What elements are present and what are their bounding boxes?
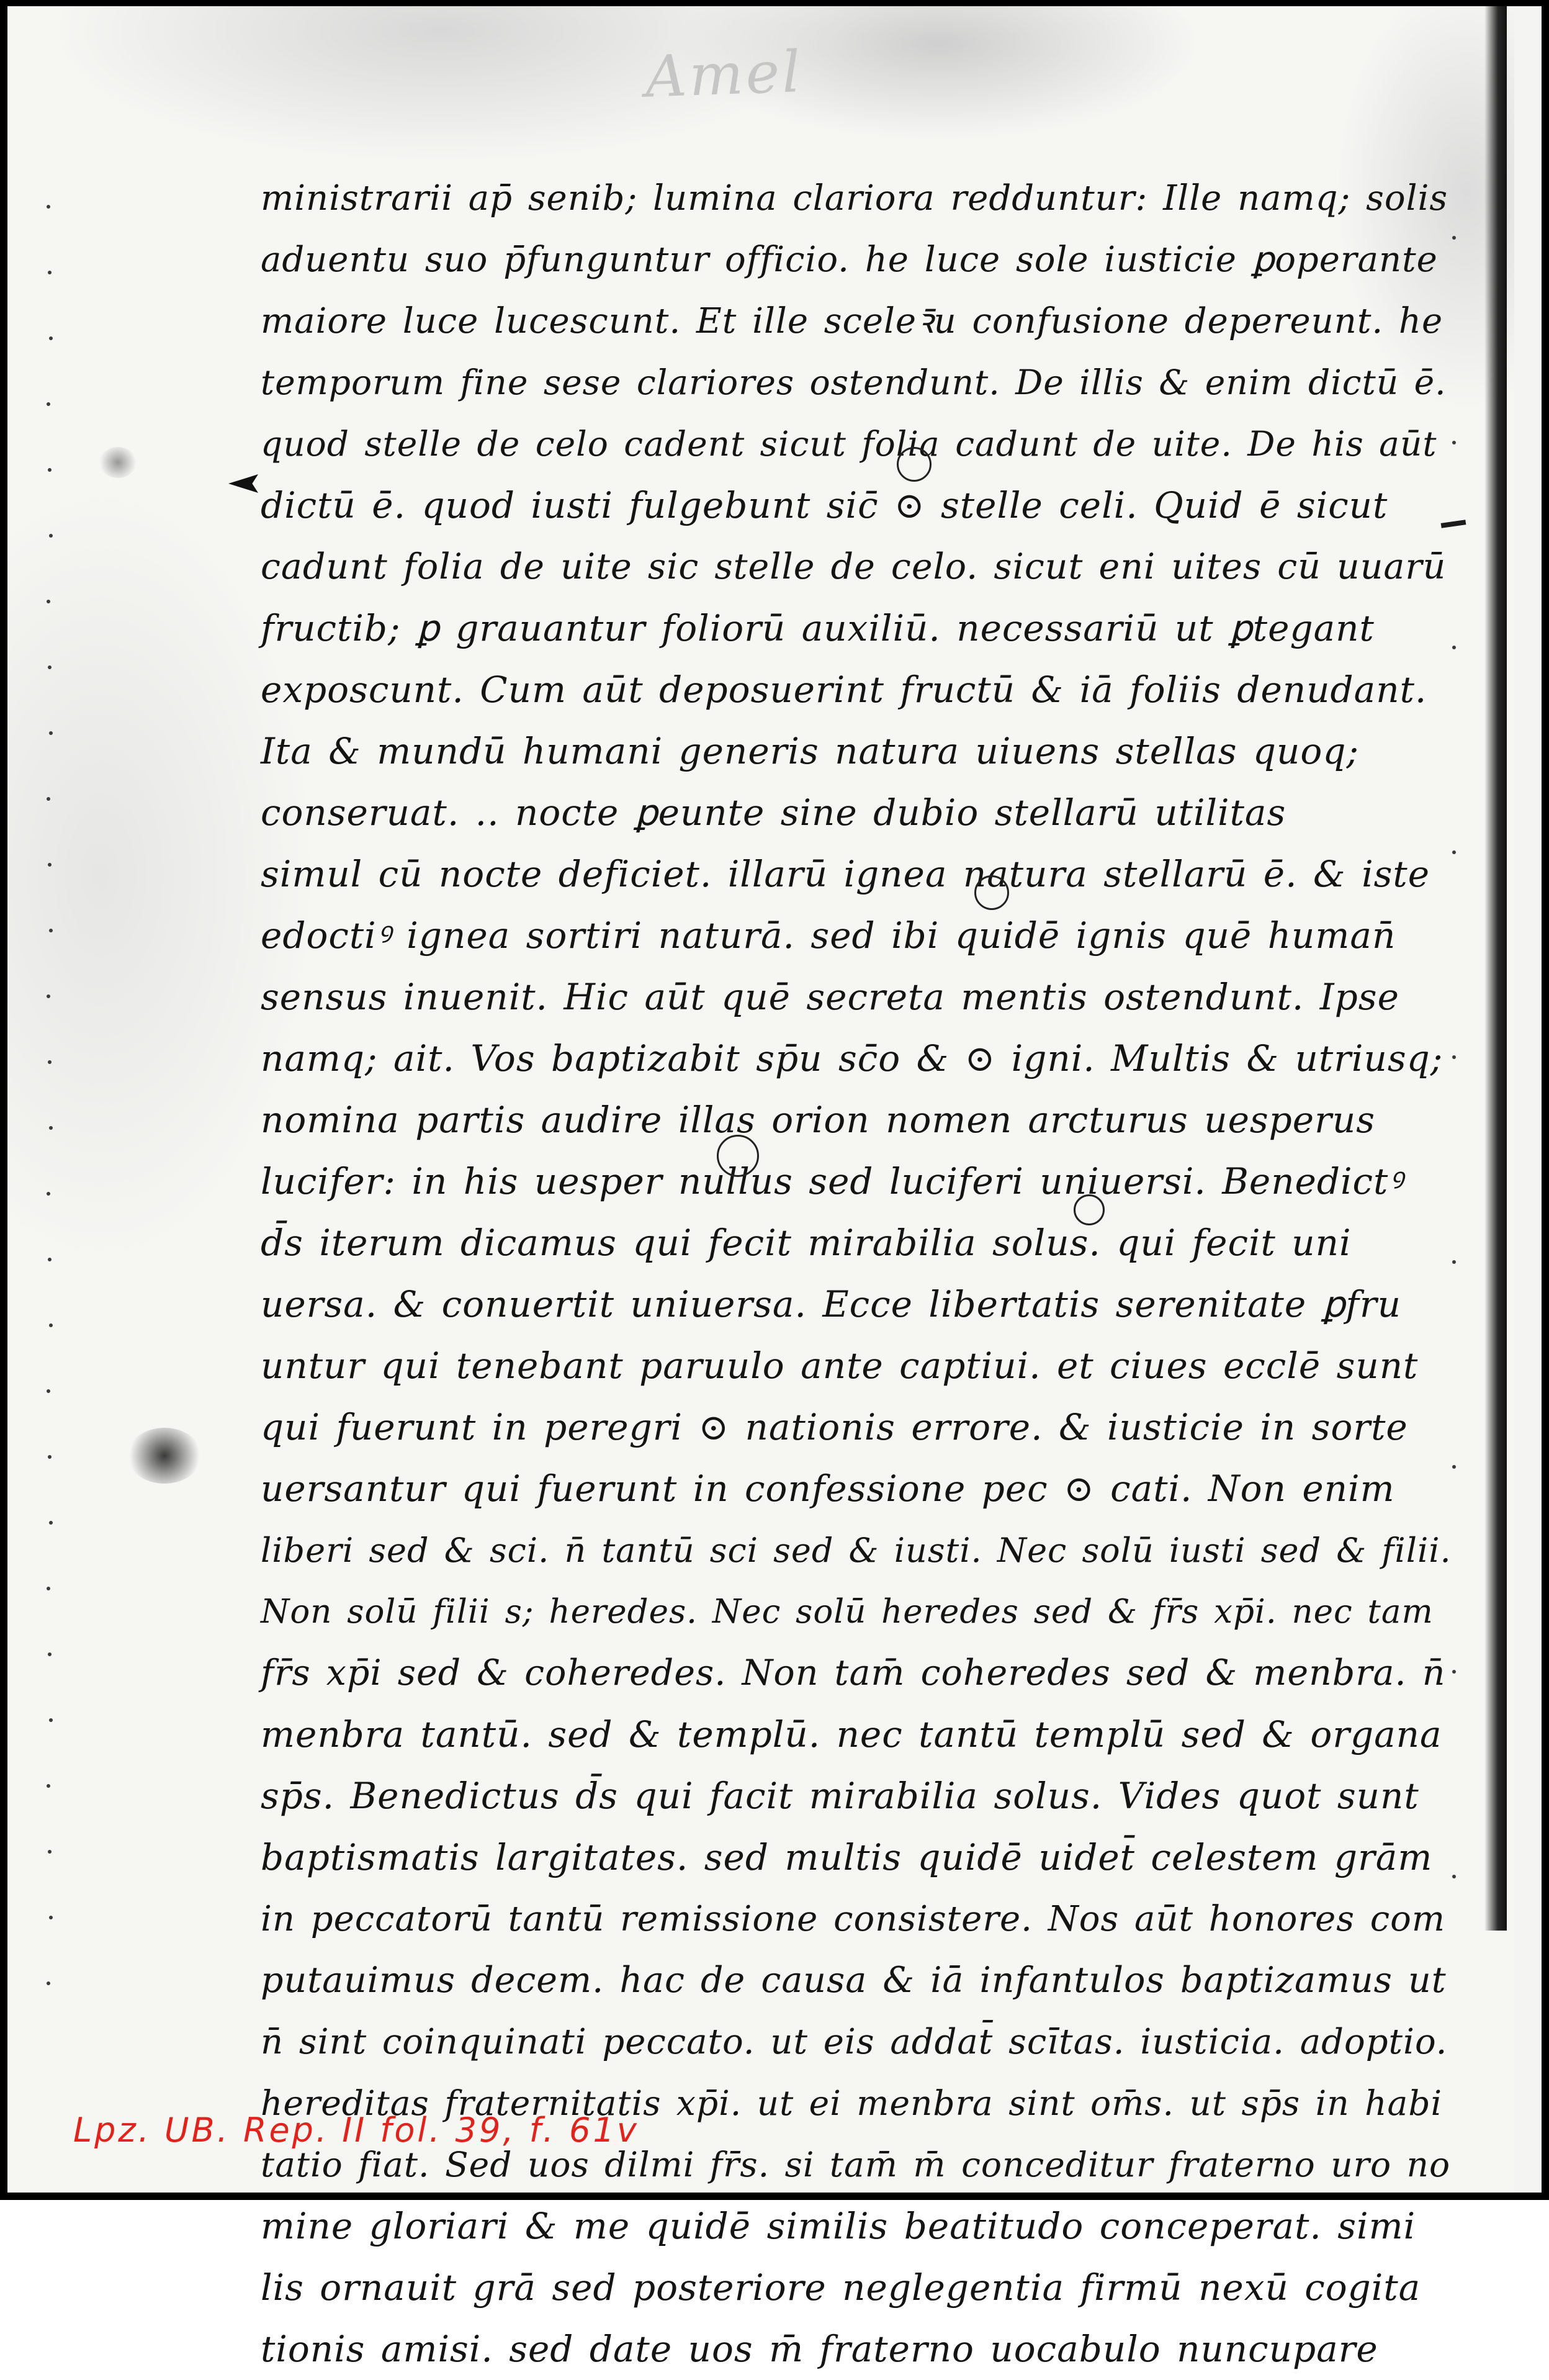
- manuscript-line: d̄s iterum dicamus qui fecit mirabilia solus. qui fecit uni: [261, 1222, 1352, 1264]
- manuscript-line: liberi sed & sci. n̄ tantū sci sed & iusti. Nec solū iusti sed & filii.: [261, 1531, 1452, 1570]
- manuscript-line: hereditas fraternitatis xp̄i. ut ei menbra sint om̄s. ut sp̄s in habi: [261, 2083, 1443, 2123]
- manuscript-line: fr̄s xp̄i sed & coheredes. Non tam̄ coheredes sed & menbra. n̄: [261, 1652, 1446, 1693]
- manuscript-line: fructib; ꝑ grauantur foliorū auxiliū. necessariū ut ꝑtegant: [261, 607, 1375, 649]
- prick-hole: [49, 929, 53, 932]
- manuscript-line: namq; ait. Vos baptizabit sp̄u sc̄o & ⊙ igni. Multis & utriusq;: [261, 1037, 1443, 1080]
- prick-hole: [49, 534, 53, 538]
- prick-hole: [47, 1784, 50, 1788]
- manuscript-line: aduentu suo p̄funguntur officio. he luce sole iusticie ꝑoperante: [261, 240, 1438, 280]
- ink-circle-mark: [974, 875, 1009, 910]
- manuscript-text-block: [261, 168, 1452, 2380]
- manuscript-line: uersantur qui fuerunt in confessione pec ⊙ cati. Non enim: [261, 1467, 1395, 1510]
- prick-hole: [1452, 236, 1456, 240]
- prick-hole: [1452, 1670, 1456, 1674]
- manuscript-line: in peccatorū tantū remissione consistere. Nos aūt honores com: [261, 1899, 1445, 1939]
- manuscript-line: sp̄s. Benedictus d̄s qui facit mirabilia solus. Vides quot sunt: [261, 1775, 1419, 1817]
- manuscript-line: putauimus decem. hac de causa & iā infantulos baptizamus ut: [261, 1960, 1447, 2001]
- manuscript-line: cadunt folia de uite sic stelle de celo. sicut eni uites cū uuarū: [261, 546, 1447, 587]
- manuscript-line: lucifer: in his uesper nullus sed luciferi uniuersi. Benedictꝰ: [261, 1160, 1403, 1202]
- manuscript-line: ministrarii ap̄ senib; lumina clariora redduntur: Ille namq; solis: [261, 178, 1448, 219]
- show-through-ghost-text: Amel: [644, 38, 804, 110]
- prick-hole: [47, 402, 50, 406]
- manuscript-line: maiore luce lucescunt. Et ille sceleꝛ̄u confusione depereunt. he: [261, 301, 1443, 341]
- ink-circle-mark: [1074, 1194, 1105, 1225]
- prick-hole: [1452, 1055, 1456, 1059]
- manuscript-line: conseruat. .. nocte ꝑeunte sine dubio stellarū utilitas: [261, 791, 1286, 834]
- manuscript-line: edoctiꝰ ignea sortiri naturā. sed ibi quidē ignis quē human̄: [261, 914, 1396, 957]
- manuscript-line: quod stelle de celo cadent sicut folia cadunt de uite. De his aūt: [261, 424, 1437, 464]
- prick-hole: [1452, 646, 1456, 649]
- manuscript-line: Non solū filii s; heredes. Nec solū heredes sed & fr̄s xp̄i. nec tam: [261, 1593, 1434, 1631]
- prick-hole: [49, 1521, 53, 1525]
- prick-hole: [1452, 1875, 1456, 1878]
- ink-smudge: [99, 447, 137, 478]
- manuscript-line: untur qui tenebant paruulo ante captiui. et ciues ecclē sunt: [261, 1345, 1419, 1387]
- manuscript-line: simul cū nocte deficiet. illarū ignea natura stellarū ē. & iste: [261, 853, 1430, 895]
- manuscript-line: n̄ sint coinquinati peccato. ut eis addat̄ scītas. iusticia. adoptio.: [261, 2022, 1448, 2062]
- prick-hole: [49, 1916, 53, 1919]
- shelfmark-annotation: Lpz. UB. Rep. II fol. 39, f. 61v: [73, 2111, 639, 2150]
- prick-hole: [49, 1323, 53, 1327]
- prick-hole: [49, 1126, 53, 1130]
- manuscript-line: uersa. & conuertit uniuersa. Ecce libertatis serenitate ꝑfru: [261, 1283, 1401, 1325]
- prick-hole: [47, 600, 50, 603]
- manuscript-line: temporum fine sese clariores ostendunt. De illis & enim dictū ē.: [261, 363, 1447, 402]
- ink-circle-mark: [897, 447, 932, 482]
- prick-hole: [48, 1455, 52, 1459]
- prick-hole: [48, 1060, 52, 1064]
- manuscript-line: menbra tantū. sed & templū. nec tantū templū sed & organa: [261, 1713, 1442, 1756]
- ink-circle-mark: [717, 1135, 759, 1177]
- prick-hole: [47, 1192, 50, 1196]
- prick-hole: [1452, 1260, 1456, 1264]
- prick-hole: [49, 336, 53, 340]
- manuscript-line: qui fuerunt in peregri ⊙ nationis errore. & iusticie in sorte: [261, 1406, 1408, 1448]
- prick-hole: [48, 1652, 52, 1656]
- prick-hole: [47, 1981, 50, 1985]
- manuscript-line: dictū ē. quod iusti fulgebunt sic̄ ⊙ stelle celi. Quid ē sicut: [261, 484, 1388, 526]
- manuscript-line: baptismatis largitates. sed multis quidē uidet̄ celestem grām: [261, 1836, 1433, 1878]
- prick-hole: [48, 271, 52, 274]
- prick-hole: [49, 1718, 53, 1722]
- prick-hole: [1452, 850, 1456, 854]
- prick-hole: [48, 863, 52, 867]
- manuscript-line: tatio fiat. Sed uos dilmi fr̄s. si tam̄ m̄ conceditur fraterno uro no: [261, 2145, 1451, 2184]
- prick-hole: [47, 205, 50, 209]
- prick-hole: [48, 468, 52, 472]
- manuscript-line: mine gloriari & me quidē similis beatitudo conceperat. simi: [261, 2205, 1416, 2247]
- prick-hole: [47, 1587, 50, 1590]
- manuscript-line: nomina partis audire illas orion nomen arcturus uesperus: [261, 1099, 1375, 1141]
- prick-hole: [49, 731, 53, 735]
- manuscript-line: sensus inuenit. Hic aūt quē secreta mentis ostendunt. Ipse: [261, 976, 1399, 1018]
- prick-hole: [48, 1258, 52, 1261]
- prick-hole: [1452, 1465, 1456, 1469]
- prick-hole: [47, 994, 50, 998]
- prick-hole: [1452, 441, 1456, 444]
- manuscript-line: lis ornauit grā sed posteriore neglegentia firmū nexū cogita: [261, 2266, 1421, 2309]
- manuscript-line: Ita & mundū humani generis natura uiuens stellas quoq;: [261, 730, 1359, 772]
- prick-hole: [47, 1389, 50, 1393]
- ink-smudge: [127, 1428, 202, 1484]
- prick-hole: [48, 1850, 52, 1854]
- binding-shadow: [1484, 6, 1507, 1931]
- prick-hole: [47, 797, 50, 801]
- manuscript-line: exposcunt. Cum aūt deposuerint fructū & iā foliis denudant.: [261, 669, 1427, 711]
- prick-hole: [48, 665, 52, 669]
- manuscript-line: tionis amisi. sed date uos m̄ fraterno uocabulo nuncupare: [261, 2328, 1378, 2370]
